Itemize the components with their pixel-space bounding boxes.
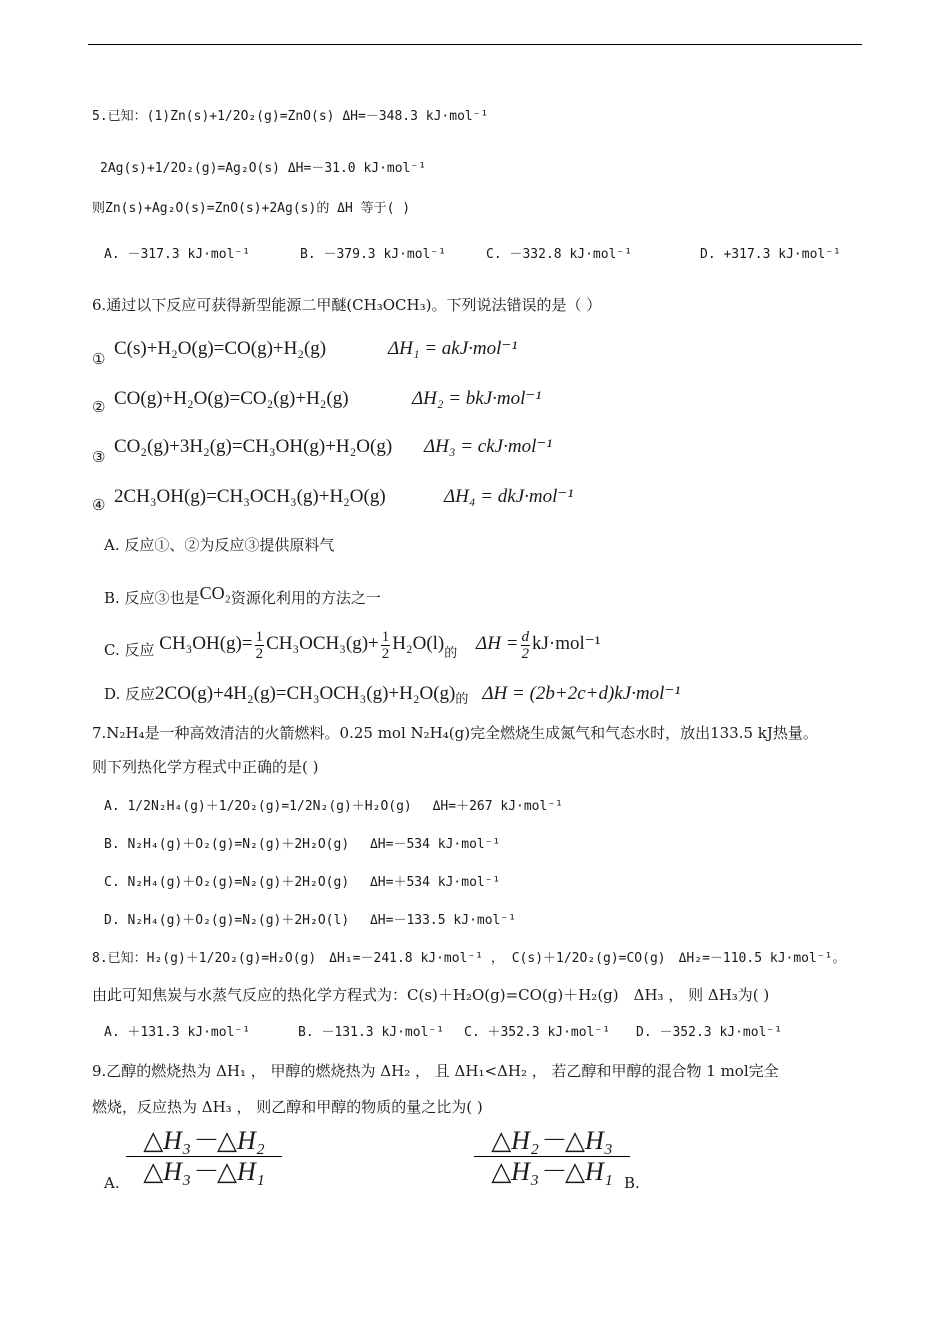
q6-option-b-post: 资源化利用的方法之一 — [230, 589, 381, 607]
q6-r2-eq: CO(g)+H₂O(g)=CO₂(g)+H₂(g) — [114, 388, 349, 409]
q5-option-b: B. －379.3 kJ·mol⁻¹ — [300, 247, 447, 262]
q5-option-d: D. +317.3 kJ·mol⁻¹ — [700, 247, 841, 262]
q8-stem-1: 8.已知：H₂(g)＋1/2O₂(g)=H₂O(g) ΔH₁=－241.8 kJ·mol⁻¹ ， C(s)＋1/2O₂(g)=CO(g) ΔH₂=－110.5 kJ·mol⁻¹。 — [92, 951, 846, 966]
q6-option-c-pre: C. 反应 — [104, 641, 155, 659]
q9-option-a-label: A. — [104, 1174, 120, 1192]
fraction-denominator: △H₃－△H₁ — [491, 1157, 613, 1186]
q6-r4-eq: 2CH₃OH(g)=CH₃OCH₃(g)+H₂O(g) — [114, 486, 386, 507]
q6-option-c-frac-2 — [381, 629, 391, 662]
q6-r2-dh: ΔH₂ = bkJ·mol⁻¹ — [412, 388, 542, 409]
q9-stem-2: 燃烧，反应热为 ΔH₃ ， 则乙醇和甲醇的物质的量之比为( ) — [92, 1098, 483, 1116]
q6-option-c-eq-right: H₂O(l) — [392, 633, 445, 654]
frac-denominator: 2 — [521, 645, 529, 662]
q6-r3-num: ③ — [92, 448, 106, 466]
q7-option-b: B. N₂H₄(g)＋O₂(g)=N₂(g)＋2H₂O(g) ΔH=－534 kJ·mol⁻¹ — [104, 837, 501, 852]
q6-r4-dh: ΔH₄ = dkJ·mol⁻¹ — [444, 486, 574, 507]
q6-option-c-unit: kJ·mol⁻¹ — [532, 633, 601, 654]
q6-option-d — [104, 682, 680, 712]
q5-option-c: C. －332.8 kJ·mol⁻¹ — [486, 247, 633, 262]
q6-r2-num: ② — [92, 398, 106, 416]
q7-stem-2: 则下列热化学方程式中正确的是( ) — [92, 758, 319, 776]
q6-option-c-de: 的 — [444, 646, 458, 661]
q7-option-d: D. N₂H₄(g)＋O₂(g)=N₂(g)＋2H₂O(l) ΔH=－133.5 kJ·mol⁻¹ — [104, 913, 517, 928]
q8-stem-2: 由此可知焦炭与水蒸气反应的热化学方程式为：C(s)＋H₂O(g)=CO(g)＋H₂(g) ΔH₃ ， 则 ΔH₃为( ) — [92, 986, 770, 1004]
q6-r4-num: ④ — [92, 496, 106, 514]
q9-option-a-fraction — [126, 1126, 282, 1187]
q6-option-c — [104, 624, 601, 674]
q6-r1-dh: ΔH₁ = akJ·mol⁻¹ — [388, 338, 518, 359]
q6-option-a: A. 反应①、②为反应③提供原料气 — [104, 536, 335, 554]
q6-option-b — [104, 584, 381, 607]
frac-denominator: 2 — [381, 645, 390, 662]
q5-option-a: A. －317.3 kJ·mol⁻¹ — [104, 247, 251, 262]
fraction-numerator: △H₂－△H₃ — [474, 1126, 630, 1157]
q8-option-a: A. ＋131.3 kJ·mol⁻¹ — [104, 1025, 251, 1040]
q6-option-c-frac-d — [521, 629, 531, 662]
frac-denominator: 2 — [255, 645, 264, 662]
q6-option-d-de: 的 — [455, 692, 469, 707]
q6-option-b-formula: CO₂ — [199, 583, 231, 603]
frac-numerator: 1 — [381, 628, 390, 645]
q9-option-b-fraction — [474, 1126, 630, 1187]
q5-line3: 则Zn(s)+Ag₂O(s)=ZnO(s)+2Ag(s)的 ΔH 等于( ) — [92, 201, 411, 216]
q6-r1-num: ① — [92, 350, 106, 368]
q6-option-d-dh: ΔH = (2b+2c+d)kJ·mol⁻¹ — [482, 683, 681, 704]
q5-stem: 5.已知：(1)Zn(s)+1/2O₂(g)=ZnO(s) ΔH=－348.3 kJ·mol⁻¹ — [92, 109, 489, 124]
q6-option-c-dh: ΔH = — [476, 633, 519, 654]
q9-stem-1: 9.乙醇的燃烧热为 ΔH₁ ， 甲醇的燃烧热为 ΔH₂ ， 且 ΔH₁<ΔH₂ ， 若乙醇和甲醇的混合物 1 mol完全 — [92, 1062, 779, 1080]
frac-numerator: 1 — [255, 628, 264, 645]
header-rule — [88, 44, 862, 45]
q6-option-b-pre: B. 反应③也是 — [104, 589, 200, 607]
q5-line2: 2Ag(s)+1/2O₂(g)=Ag₂O(s) ΔH=－31.0 kJ·mol⁻¹ — [100, 161, 427, 176]
q8-option-c: C. ＋352.3 kJ·mol⁻¹ — [464, 1025, 611, 1040]
fraction-numerator: △H₃－△H₂ — [126, 1126, 282, 1157]
q7-stem-1: 7.N₂H₄是一种高效清洁的火箭燃料。0.25 mol N₂H₄(g)完全燃烧生成氮气和气态水时，放出133.5 kJ热量。 — [92, 724, 818, 742]
q8-option-d: D. －352.3 kJ·mol⁻¹ — [636, 1025, 783, 1040]
q6-option-c-eq-left: CH₃OH(g)= — [159, 633, 253, 654]
q6-r1-eq: C(s)+H₂O(g)=CO(g)+H₂(g) — [114, 338, 327, 359]
q9-option-b-label: B. — [624, 1174, 640, 1192]
q6-r3-eq: CO₂(g)+3H₂(g)=CH₃OH(g)+H₂O(g) — [114, 436, 393, 457]
q8-option-b: B. －131.3 kJ·mol⁻¹ — [298, 1025, 445, 1040]
q6-r3-dh: ΔH₃ = ckJ·mol⁻¹ — [424, 436, 553, 457]
q6-option-d-pre: D. 反应 — [104, 685, 156, 703]
frac-numerator: d — [521, 628, 529, 645]
q7-option-a: A. 1/2N₂H₄(g)＋1/2O₂(g)=1/2N₂(g)＋H₂O(g) ΔH=＋267 kJ·mol⁻¹ — [104, 799, 563, 814]
q6-option-d-eq: 2CO(g)+4H₂(g)=CH₃OCH₃(g)+H₂O(g) — [155, 683, 456, 704]
q7-option-c: C. N₂H₄(g)＋O₂(g)=N₂(g)＋2H₂O(g) ΔH=＋534 kJ·mol⁻¹ — [104, 875, 501, 890]
q6-stem: 6.通过以下反应可获得新型能源二甲醚(CH₃OCH₃)。下列说法错误的是（ ） — [92, 296, 602, 314]
q6-option-c-eq-mid: CH₃OCH₃(g)+ — [266, 633, 379, 654]
q6-option-c-frac-1 — [255, 629, 265, 662]
fraction-denominator: △H₃－△H₁ — [143, 1157, 265, 1186]
